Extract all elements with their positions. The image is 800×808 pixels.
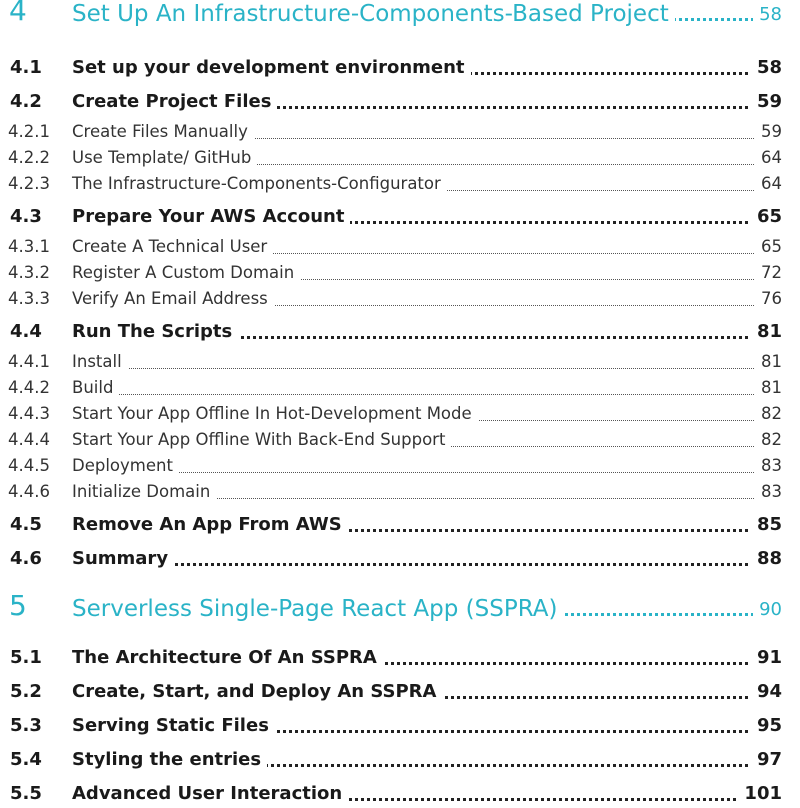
entry-number: 5 (9, 589, 27, 622)
entry-title: Start Your App Offline In Hot-Development Mode (72, 404, 478, 423)
entry-page: 90 (753, 599, 782, 620)
entry-number: 5.3 (10, 715, 42, 736)
entry-title: Create, Start, and Deploy An SSPRA (72, 681, 442, 702)
entry-number: 5.5 (10, 783, 42, 804)
entry-number: 4.3.2 (8, 263, 50, 282)
entry-number: 4.4 (10, 321, 42, 342)
entry-number: 4.4.2 (8, 378, 50, 397)
entry-page: 81 (755, 378, 782, 397)
entry-page: 88 (751, 548, 782, 569)
entry-page: 94 (751, 681, 782, 702)
entry-title: Create Project Files (72, 91, 277, 112)
toc-subsection-4-4-1[interactable] (0, 347, 800, 375)
entry-number: 4.2.3 (8, 174, 50, 193)
entry-title: Deployment (72, 456, 179, 475)
entry-title: Serving Static Files (72, 715, 275, 736)
toc-subsection-4-2-3[interactable] (0, 169, 800, 197)
toc-section-5-4[interactable] (0, 746, 800, 774)
entry-title: Advanced User Interaction (72, 783, 348, 804)
entry-page: 95 (751, 715, 782, 736)
entry-title: Initialize Domain (72, 482, 216, 501)
entry-title: Use Template/ GitHub (72, 148, 257, 167)
entry-page: 72 (755, 263, 782, 282)
toc-section-4-6[interactable] (0, 545, 800, 573)
entry-page: 91 (751, 647, 782, 668)
entry-title: Styling the entries (72, 749, 267, 770)
toc-section-4-2[interactable] (0, 88, 800, 116)
toc-section-5-1[interactable] (0, 644, 800, 672)
entry-title: Verify An Email Address (72, 289, 274, 308)
toc-section-4-5[interactable] (0, 511, 800, 539)
entry-number: 4 (9, 0, 27, 27)
entry-title: Set up your development environment (72, 57, 471, 78)
entry-number: 4.4.3 (8, 404, 50, 423)
dot-leader (72, 394, 778, 395)
toc-section-5-5[interactable] (0, 780, 800, 808)
entry-page: 59 (751, 91, 782, 112)
toc-chapter-4[interactable] (0, 2, 800, 30)
entry-title: Prepare Your AWS Account (72, 206, 350, 227)
entry-number: 4.1 (10, 57, 42, 78)
toc-section-4-1[interactable] (0, 54, 800, 82)
entry-title: Create A Technical User (72, 237, 273, 256)
entry-title: Build (72, 378, 119, 397)
toc-subsection-4-3-3[interactable] (0, 284, 800, 312)
entry-number: 4.5 (10, 514, 42, 535)
entry-title: Create Files Manually (72, 122, 254, 141)
toc-subsection-4-3-2[interactable] (0, 258, 800, 286)
entry-page: 83 (755, 482, 782, 501)
toc-subsection-4-4-3[interactable] (0, 399, 800, 427)
dot-leader (72, 563, 778, 566)
toc-section-4-3[interactable] (0, 203, 800, 231)
toc-section-5-3[interactable] (0, 712, 800, 740)
entry-title: Install (72, 352, 128, 371)
entry-page: 81 (755, 352, 782, 371)
toc-subsection-4-2-2[interactable] (0, 143, 800, 171)
entry-page: 58 (751, 57, 782, 78)
entry-title: Run The Scripts (72, 321, 238, 342)
entry-title: The Infrastructure-Components-Configurator (72, 174, 447, 193)
entry-page: 83 (755, 456, 782, 475)
toc-subsection-4-3-1[interactable] (0, 232, 800, 260)
entry-page: 85 (751, 514, 782, 535)
dot-leader (72, 368, 778, 369)
entry-number: 4.4.6 (8, 482, 50, 501)
entry-page: 82 (755, 430, 782, 449)
entry-number: 4.3.3 (8, 289, 50, 308)
entry-number: 4.3.1 (8, 237, 50, 256)
entry-title: The Architecture Of An SSPRA (72, 647, 383, 668)
entry-page: 64 (755, 148, 782, 167)
entry-title: Set Up An Infrastructure-Components-Based Project (72, 1, 675, 27)
entry-title: Register A Custom Domain (72, 263, 300, 282)
toc-subsection-4-4-2[interactable] (0, 373, 800, 401)
entry-number: 5.2 (10, 681, 42, 702)
entry-number: 5.4 (10, 749, 42, 770)
toc-subsection-4-4-4[interactable] (0, 425, 800, 453)
entry-page: 65 (755, 237, 782, 256)
entry-number: 4.2 (10, 91, 42, 112)
entry-page: 81 (751, 321, 782, 342)
entry-page: 59 (755, 122, 782, 141)
toc-subsection-4-4-5[interactable] (0, 451, 800, 479)
entry-number: 4.2.1 (8, 122, 50, 141)
entry-page: 65 (751, 206, 782, 227)
entry-page: 97 (751, 749, 782, 770)
entry-page: 76 (755, 289, 782, 308)
toc-subsection-4-2-1[interactable] (0, 117, 800, 145)
entry-page: 64 (755, 174, 782, 193)
entry-number: 4.2.2 (8, 148, 50, 167)
entry-number: 5.1 (10, 647, 42, 668)
toc-section-5-2[interactable] (0, 678, 800, 706)
entry-number: 4.4.4 (8, 430, 50, 449)
toc-chapter-5[interactable] (0, 589, 800, 625)
toc-section-4-4[interactable] (0, 318, 800, 346)
entry-number: 4.3 (10, 206, 42, 227)
entry-page: 101 (738, 783, 782, 804)
toc-subsection-4-4-6[interactable] (0, 477, 800, 505)
entry-number: 4.6 (10, 548, 42, 569)
entry-page: 58 (753, 4, 782, 25)
entry-title: Remove An App From AWS (72, 514, 348, 535)
entry-number: 4.4.1 (8, 352, 50, 371)
entry-page: 82 (755, 404, 782, 423)
entry-title: Start Your App Offline With Back-End Support (72, 430, 451, 449)
entry-number: 4.4.5 (8, 456, 50, 475)
entry-title: Serverless Single-Page React App (SSPRA) (72, 596, 563, 622)
entry-title: Summary (72, 548, 174, 569)
